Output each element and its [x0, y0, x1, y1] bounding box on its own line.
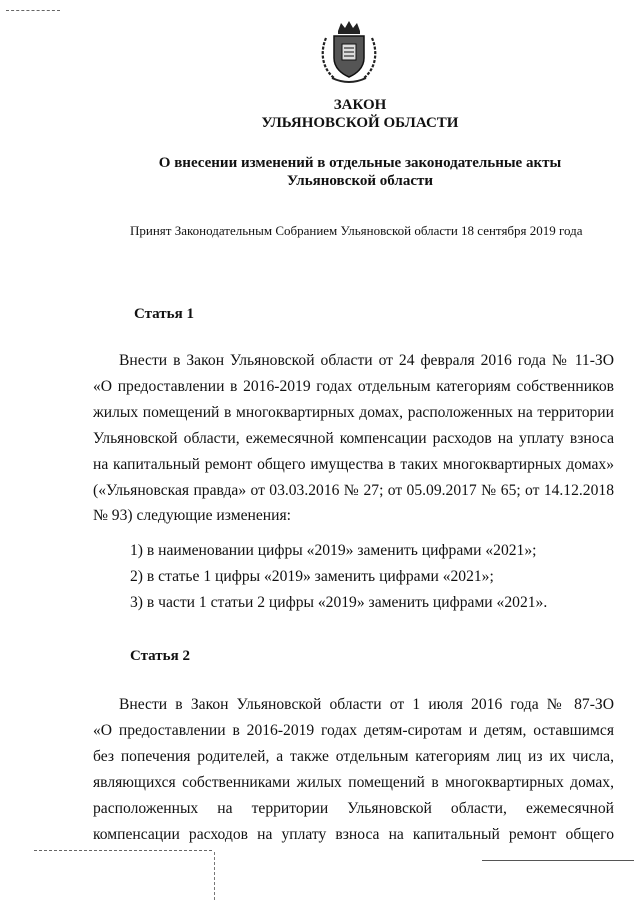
article-1-item: 1) в наименовании цифры «2019» заменить цифрами «2021»; — [130, 542, 537, 559]
article-1-text — [93, 348, 614, 529]
article-1-item: 3) в части 1 статьи 2 цифры «2019» заменить цифрами «2021». — [130, 594, 548, 611]
article-1-item: 2) в статье 1 цифры «2019» заменить цифрами «2021»; — [130, 568, 494, 585]
article-2-line: являющихся собственниками жилых помещений в многоквартирных домах, — [93, 773, 614, 791]
article-2-heading: Статья 2 — [130, 648, 190, 664]
article-1-line: («Ульяновская правда» от 03.03.2016 № 27; от 05.09.2017 № 65; от 14.12.2018 — [93, 481, 614, 499]
article-2-line: «О предоставлении в 2016-2019 годах детям-сиротам и детям, оставшимся — [93, 721, 614, 739]
article-1-heading: Статья 1 — [134, 306, 194, 322]
adoption-statement: Принят Законодательным Собранием Ульяновской области 18 сентября 2019 года — [130, 223, 583, 238]
article-1-line: Внести в Закон Ульяновской области от 24 февраля 2016 года № 11-ЗО — [119, 352, 614, 369]
article-2-text — [93, 692, 614, 847]
article-1-line: на капитальный ремонт общего имущества в таких многоквартирных домах» — [93, 455, 614, 473]
law-subtitle-line1: О внесении изменений в отдельные законодательные акты — [158, 155, 562, 171]
article-1-line: «О предоставлении в 2016-2019 годах отдельным категориям собственников — [93, 377, 614, 395]
coat-of-arms-emblem — [318, 18, 380, 84]
article-1-line: Ульяновской области, ежемесячной компенсации расходов на уплату взноса — [93, 429, 614, 447]
scan-mark-bottom-left — [34, 850, 212, 851]
law-subtitle — [120, 154, 600, 190]
article-2-line: расположенных на территории Ульяновской области, ежемесячной — [93, 799, 614, 817]
scan-mark-vertical — [214, 852, 215, 900]
article-2-line: без попечения родителей, а также отдельным категориям лиц из их числа, — [93, 747, 614, 765]
scan-mark-bottom-right — [482, 860, 634, 861]
article-2-line: компенсации расходов на уплату взноса на капитальный ремонт общего — [93, 825, 614, 843]
article-1-line: № 93) следующие изменения: — [93, 507, 291, 525]
article-2-line: Внести в Закон Ульяновской области от 1 июля 2016 года № 87-ЗО — [119, 696, 614, 713]
law-title-line1: ЗАКОН — [333, 97, 387, 113]
scan-mark-top-left — [6, 10, 60, 11]
article-1-line: жилых помещений в многоквартирных домах, расположенных на территории — [93, 403, 614, 421]
law-title-line2: УЛЬЯНОВСКОЙ ОБЛАСТИ — [261, 115, 459, 131]
law-subtitle-line2: Ульяновской области — [286, 173, 434, 189]
law-title — [180, 96, 540, 132]
